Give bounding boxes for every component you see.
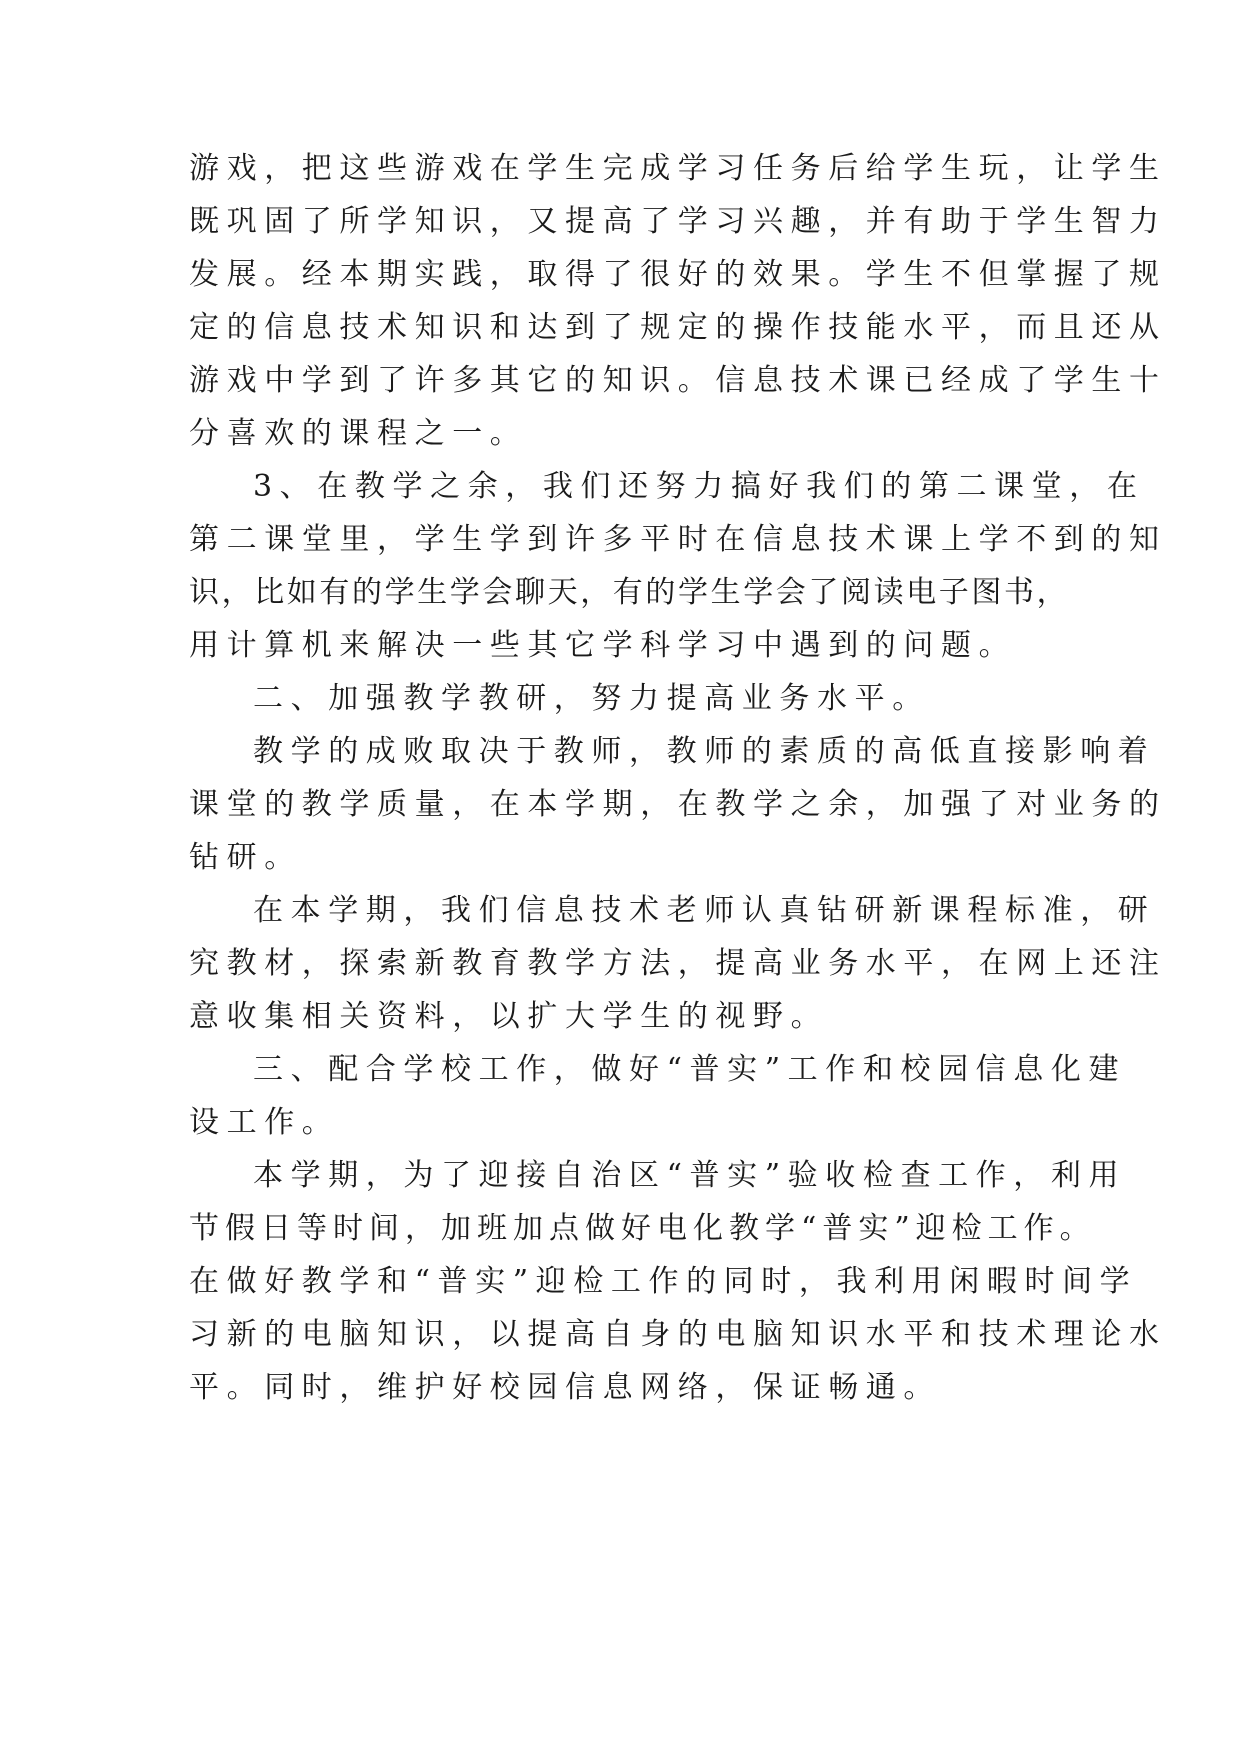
- text-line: 游戏中学到了许多其它的知识。信息技术课已经成了学生十: [189, 363, 1167, 398]
- text-line: 用计算机来解决一些其它学科学习中遇到的问题。: [189, 628, 1017, 663]
- text-line: 在做好教学和“普实”迎检工作的同时，我利用闲暇时间学: [189, 1264, 1138, 1299]
- text-line: 平。同时，维护好校园信息网络，保证畅通。: [189, 1370, 941, 1405]
- text-line: 本学期，为了迎接自治区“普实”验收检查工作，利用: [253, 1158, 1127, 1193]
- text-line: 二、加强教学教研，努力提高业务水平。: [253, 681, 930, 716]
- text-line: 发展。经本期实践，取得了很好的效果。学生不但掌握了规: [189, 257, 1167, 292]
- text-line: 课堂的教学质量，在本学期，在教学之余，加强了对业务的: [189, 787, 1167, 822]
- text-line: 游戏，把这些游戏在学生完成学习任务后给学生玩，让学生: [189, 151, 1167, 186]
- text-line: 3、在教学之余，我们还努力搞好我们的第二课堂，在: [253, 469, 1145, 504]
- text-line: 设工作。: [189, 1105, 340, 1140]
- text-line: 教学的成败取决于教师，教师的素质的高低直接影响着: [253, 734, 1156, 769]
- text-line: 识，比如有的学生学会聊天，有的学生学会了阅读电子图书，: [189, 575, 1070, 610]
- text-line: 钻研。: [189, 840, 302, 875]
- text-line: 既巩固了所学知识，又提高了学习兴趣，并有助于学生智力: [189, 204, 1167, 239]
- text-line: 定的信息技术知识和达到了规定的操作技能水平，而且还从: [189, 310, 1167, 345]
- text-line: 三、配合学校工作，做好“普实”工作和校园信息化建: [253, 1052, 1127, 1087]
- text-line: 究教材，探索新教育教学方法，提高业务水平，在网上还注: [189, 946, 1167, 981]
- text-line: 节假日等时间，加班加点做好电化教学“普实”迎检工作。: [189, 1211, 1096, 1246]
- text-line: 第二课堂里，学生学到许多平时在信息技术课上学不到的知: [189, 522, 1167, 557]
- text-line: 意收集相关资料，以扩大学生的视野。: [189, 999, 829, 1034]
- text-line: 分喜欢的课程之一。: [189, 416, 528, 451]
- text-line: 习新的电脑知识，以提高自身的电脑知识水平和技术理论水: [189, 1317, 1167, 1352]
- text-line: 在本学期，我们信息技术老师认真钻研新课程标准，研: [253, 893, 1156, 928]
